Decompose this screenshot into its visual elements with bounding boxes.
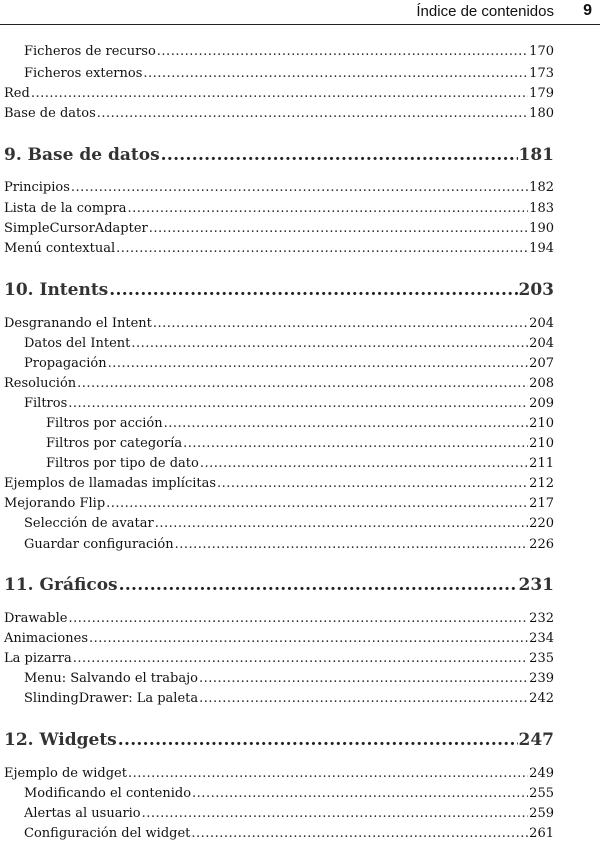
dot-leader: [157, 42, 528, 62]
toc-label: Configuración del widget: [24, 826, 191, 841]
dot-leader: [119, 571, 518, 599]
dot-leader: [108, 354, 529, 374]
toc-entry[interactable]: [0, 354, 600, 374]
dot-leader: [97, 104, 528, 124]
toc-label: Menu: Salvando el trabajo: [24, 671, 198, 686]
toc-page: 232: [529, 611, 554, 626]
toc-page: 261: [529, 826, 554, 841]
toc-label: Filtros por acción: [46, 416, 163, 431]
toc-label: Menú contextual: [4, 241, 116, 256]
chapter-page: 203: [518, 280, 554, 300]
toc-label: SlindingDrawer: La paleta: [24, 691, 199, 706]
chapter-title: 9. Base de datos: [4, 145, 160, 165]
toc-page: 204: [529, 336, 554, 351]
toc-label: Desgranando el Intent: [4, 316, 152, 331]
toc-label: Filtros: [24, 396, 68, 411]
toc-page: 183: [529, 201, 554, 216]
toc-entry[interactable]: [0, 669, 600, 689]
toc-entry[interactable]: [0, 494, 600, 514]
toc-label: Filtros por tipo de dato: [46, 456, 199, 471]
toc-entry[interactable]: [0, 804, 600, 824]
toc-entry[interactable]: [0, 219, 600, 239]
toc-page: 208: [529, 376, 554, 391]
dot-leader: [116, 239, 528, 259]
toc-page: 212: [529, 476, 554, 491]
toc-label: SimpleCursorAdapter: [4, 221, 148, 236]
header-page-number: 9: [583, 2, 592, 19]
toc-label: Resolución: [4, 376, 77, 391]
toc-chapter[interactable]: [0, 726, 600, 754]
dot-leader: [31, 84, 528, 104]
toc-label: Red: [4, 86, 30, 101]
dot-leader: [68, 609, 528, 629]
toc-entry[interactable]: [0, 824, 600, 844]
toc-page: 194: [529, 241, 554, 256]
toc-entry[interactable]: [0, 474, 600, 494]
toc-entry[interactable]: [0, 42, 600, 62]
toc-entry[interactable]: [0, 394, 600, 414]
toc-entry[interactable]: [0, 609, 600, 629]
dot-leader: [199, 669, 528, 689]
toc-label: Lista de la compra: [4, 201, 127, 216]
dot-leader: [106, 494, 528, 514]
dot-leader: [217, 474, 528, 494]
dot-leader: [161, 141, 518, 169]
toc-page: 210: [529, 436, 554, 451]
toc-entry[interactable]: [0, 334, 600, 354]
chapter-title: 12. Widgets: [4, 730, 117, 750]
toc-label: Ejemplo de widget: [4, 766, 127, 781]
dot-leader: [153, 314, 528, 334]
dot-leader: [131, 334, 528, 354]
toc-entry[interactable]: [0, 104, 600, 124]
toc-label: Datos del Intent: [24, 336, 131, 351]
toc-label: Filtros por categoría: [46, 436, 183, 451]
toc-label: Alertas al usuario: [24, 806, 141, 821]
toc-page: 234: [529, 631, 554, 646]
chapter-title: 11. Gráficos: [4, 575, 118, 595]
dot-leader: [77, 374, 528, 394]
toc-entry[interactable]: [0, 454, 600, 474]
dot-leader: [68, 394, 528, 414]
toc-page: 242: [529, 691, 554, 706]
toc-label: Modificando el contenido: [24, 786, 192, 801]
toc-page: 220: [529, 516, 554, 531]
toc-entry[interactable]: [0, 414, 600, 434]
toc-entry[interactable]: [0, 764, 600, 784]
toc-page: 170: [529, 44, 554, 59]
toc-entry[interactable]: [0, 314, 600, 334]
toc-entry[interactable]: [0, 64, 600, 84]
toc-entry[interactable]: [0, 84, 600, 104]
toc-label: Animaciones: [4, 631, 88, 646]
toc-label: Principios: [4, 180, 70, 195]
dot-leader: [192, 784, 528, 804]
toc-entry[interactable]: [0, 629, 600, 649]
dot-leader: [175, 535, 529, 555]
toc-entry[interactable]: [0, 514, 600, 534]
header-title: Índice de contenidos: [416, 3, 554, 20]
toc-page: 190: [529, 221, 554, 236]
toc-page: 239: [529, 671, 554, 686]
dot-leader: [118, 726, 518, 754]
dot-leader: [73, 649, 528, 669]
toc-entry[interactable]: [0, 239, 600, 259]
toc-label: Propagación: [24, 356, 107, 371]
toc-page: 217: [529, 496, 554, 511]
toc-entry[interactable]: [0, 689, 600, 709]
toc-chapter[interactable]: [0, 141, 600, 169]
dot-leader: [128, 764, 528, 784]
toc-page: 204: [529, 316, 554, 331]
dot-leader: [200, 454, 528, 474]
dot-leader: [89, 629, 528, 649]
dot-leader: [155, 514, 528, 534]
dot-leader: [142, 804, 529, 824]
toc-page: 182: [529, 180, 554, 195]
chapter-page: 231: [518, 575, 554, 595]
toc-entry[interactable]: [0, 434, 600, 454]
toc-label: Ficheros de recurso: [24, 44, 156, 59]
toc-page: 209: [529, 396, 554, 411]
toc-entry[interactable]: [0, 178, 600, 198]
toc-entry[interactable]: [0, 784, 600, 804]
running-header: [0, 0, 600, 25]
dot-leader: [191, 824, 528, 844]
toc-page: 226: [529, 537, 554, 552]
toc-page: 210: [529, 416, 554, 431]
toc-page: 179: [529, 86, 554, 101]
toc-page: 235: [529, 651, 554, 666]
toc-page: 207: [529, 356, 554, 371]
chapter-title: 10. Intents: [4, 280, 109, 300]
toc-entry[interactable]: [0, 649, 600, 669]
dot-leader: [149, 219, 528, 239]
toc-label: La pizarra: [4, 651, 72, 666]
toc-label: Ficheros externos: [24, 66, 143, 81]
toc-entry[interactable]: [0, 199, 600, 219]
dot-leader: [71, 178, 528, 198]
toc-label: Base de datos: [4, 106, 96, 121]
dot-leader: [109, 276, 517, 304]
toc-label: Selección de avatar: [24, 516, 154, 531]
toc-label: Mejorando Flip: [4, 496, 106, 511]
toc-page: 255: [529, 786, 554, 801]
toc-label: Ejemplos de llamadas implícitas: [4, 476, 217, 491]
dot-leader: [183, 434, 528, 454]
toc-chapter[interactable]: [0, 276, 600, 304]
toc-page: 173: [529, 66, 554, 81]
dot-leader: [199, 689, 528, 709]
toc-page: 249: [529, 766, 554, 781]
toc-page: 259: [529, 806, 554, 821]
chapter-page: 181: [518, 145, 554, 165]
dot-leader: [164, 414, 529, 434]
toc-chapter[interactable]: [0, 571, 600, 599]
dot-leader: [127, 199, 528, 219]
dot-leader: [143, 64, 528, 84]
toc-entry[interactable]: [0, 535, 600, 555]
toc-label: Drawable: [4, 611, 68, 626]
toc-entry[interactable]: [0, 374, 600, 394]
chapter-page: 247: [518, 730, 554, 750]
toc-page: 180: [529, 106, 554, 121]
toc-page: 211: [529, 456, 554, 471]
toc-label: Guardar configuración: [24, 537, 174, 552]
